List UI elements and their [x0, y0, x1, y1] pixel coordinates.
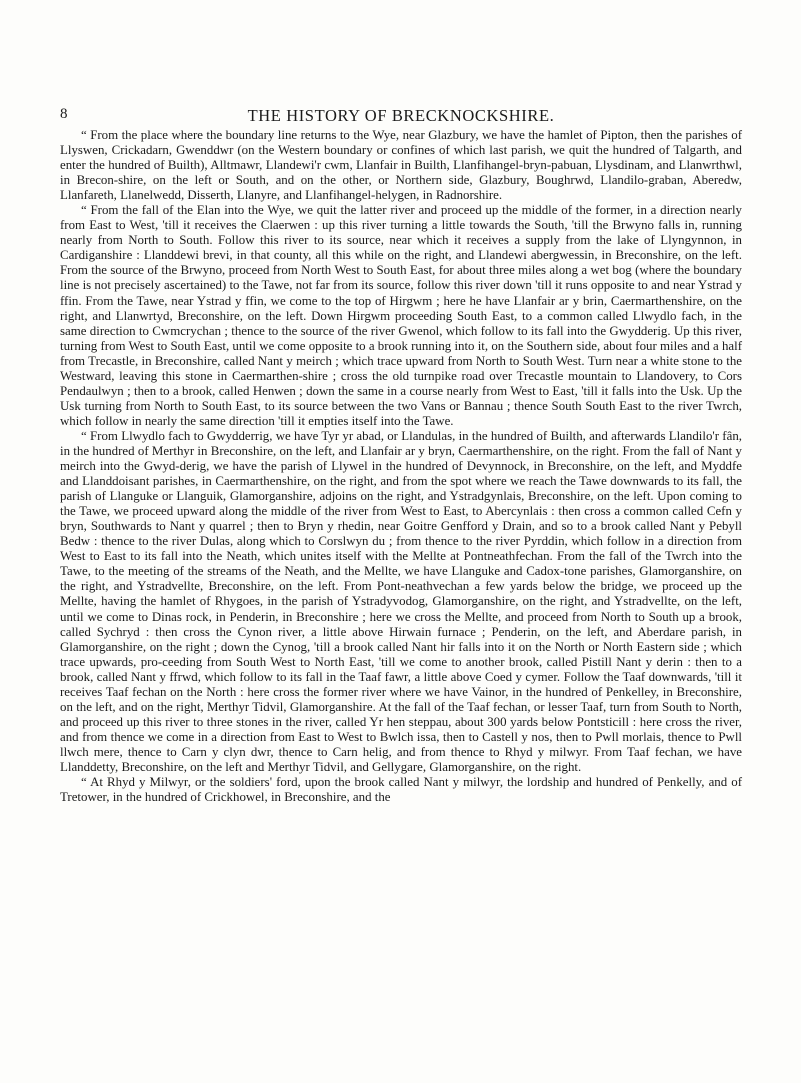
paragraph: “ At Rhyd y Milwyr, or the soldiers' ford, upon the brook called Nant y milwyr, the lordship and hundred of Penkelly, and of Tretower, in the hundred of Crickhowel, in Breconshire, and the	[60, 775, 742, 805]
paragraph: “ From the place where the boundary line returns to the Wye, near Glazbury, we have the hamlet of Pipton, then the parishes of Llyswen, Crickadarn, Gwenddwr (on the Western boundary or confines of which last parish, we quit the hundred of Talgarth, and enter the hundred of Builth), Alltmawr, Llandewi'r cwm, Llanfair in Builth, Llanfihangel-bryn-pabuan, Llysdinam, and Llanwrthwl, in Brecon-shire, on the left or South, and on the other, or Northern side, Glazbury, Boughrwd, Llandilo-graban, Aberedw, Llanfareth, Llanelwedd, Disserth, Llanyre, and Llanfihangel-helygen, in Radnorshire.	[60, 128, 742, 203]
page-number: 8	[60, 106, 68, 122]
running-head: THE HISTORY OF BRECKNOCKSHIRE.	[247, 106, 555, 125]
paragraph: “ From the fall of the Elan into the Wye, we quit the latter river and proceed up the middle of the former, in a direction nearly from East to West, 'till it receives the Claerwen : up this river turning a little towards the South, 'till the Brwyno falls in, running nearly from North to South. Follow this river to its source, near which it receives a supply from the lake of Llyngynnon, in Cardiganshire : Llanddewi brevi, in that county, all this while on the right, and Llandewi abergwessin, in Breconshire, on the left. From the source of the Brwyno, proceed from North West to South East, for about three miles along a wet bog (where the boundary line is not precisely ascertained) to the Tawe, not far from its source, follow this river down 'till it runs opposite to and near Ystrad y ffin. From the Tawe, near Ystrad y ffin, we come to the top of Hirgwm ; here he have Llanfair ar y brin, Caermarthenshire, on the right, and Llanwrtyd, Breconshire, on the left. Down Hirgwm proceeding South East, to a common called Llwydlo fach, in the same direction to Cwmcrychan ; thence to the source of the river Gwenol, which follow to its fall into the Gwydderig. Up this river, turning from West to South East, until we come opposite to a brook running into it, on the Southern side, about four miles and a half from Trecastle, in Breconshire, called Nant y meirch ; which trace upward from North to South West. Turn near a white stone to the Westward, leaving this stone in Caermarthen-shire ; cross the old turnpike road over Trecastle mountain to Llandovery, to Cors Pendaulwyn ; then to a brook, called Henwen ; down the same in a course nearly from West to East, 'till it falls into the Usk. Up the Usk turning from North to South East, to its source between the two Vans or Bannau ; thence South South East to the river Twrch, which follow in nearly the same direction 'till it empties itself into the Tawe.	[60, 203, 742, 428]
body-text	[60, 128, 742, 805]
page-header	[60, 106, 742, 130]
paragraph: “ From Llwydlo fach to Gwydderrig, we have Tyr yr abad, or Llandulas, in the hundred of Builth, and afterwards Llandilo'r fân, in the hundred of Merthyr in Breconshire, on the left, and Llanfair ar y bryn, Caermarthenshire, on the right. From the fall of Nant y meirch into the Gwyd-derig, we have the parish of Llywel in the hundred of Devynnock, in Breconshire, on the left, and Myddfe and Llanddoisant parishes, in Caermarthenshire, on the right, and from the spot where we reach the Tawe downwards to its fall, the parish of Llanguke or Llanguik, Glamorganshire, adjoins on the right, and Ystradgynlais, Breconshire, on the left. Upon coming to the Tawe, we proceed upward along the middle of the river from West to East, to Abercynlais : then cross a common called Cefn y bryn, Southwards to Nant y quarrel ; then to Bryn y rhedin, near Goitre Genfford y Drain, and so to a brook called Nant y Pebyll Bedw : thence to the river Dulas, along which to Corslwyn du ; from thence to the river Pyrddin, which follow in a direction from West to East to its fall into the Neath, which unites itself with the Mellte at Pontneathfechan. From the fall of the Twrch into the Tawe, to the meeting of the streams of the Neath, and the Mellte, we have Llanguke and Cadox-tone parishes, Glamorganshire, on the right, and Ystradvellte, Breconshire, on the left. From Pont-neathvechan a few yards below the bridge, we proceed up the Mellte, having the hamlet of Rhygoes, in the parish of Ystradyvodog, Glamorganshire, on the right, and Ystradvellte, on the left, until we come to Dinas rock, in Penderin, in Breconshire ; here we cross the Mellte, and proceed from North to South up a brook, called Sychryd : then cross the Cynon river, a little above Hirwain furnace ; Penderin, on the left, and Aberdare parish, in Glamorganshire, on the right ; down the Cynog, 'till a brook called Nant hir falls into it on the North or North Eastern side ; which trace upwards, pro-ceeding from South West to North East, 'till we come to another brook, called Pistill Nant y derin : then to a brook, called Nant y ffrwd, which follow to its fall in the Taaf fawr, a little above Coed y cymer. Follow the Taaf downwards, 'till it receives Taaf fechan on the North : here cross the former river where we have Vainor, in the hundred of Penkelley, in Breconshire, on the left, and on the right, Merthyr Tidvil, Glamorganshire. At the fall of the Taaf fechan, or lesser Taaf, turn from South to North, and proceed up this river to three stones in the river, called Yr hen steppau, about 300 yards below Pontsticill : here cross the river, and from thence we come in a direction from East to West to Bwlch issa, then to Castell y nos, then to Pwll morlais, thence to Pwll llwch mere, thence to Carn y clyn dwr, thence to Carn helig, and from thence to Rhyd y milwyr. From Taaf fechan, we have Llanddetty, Breconshire, on the left and Merthyr Tidvil, and Gellygare, Glamorganshire, on the right.	[60, 428, 742, 774]
